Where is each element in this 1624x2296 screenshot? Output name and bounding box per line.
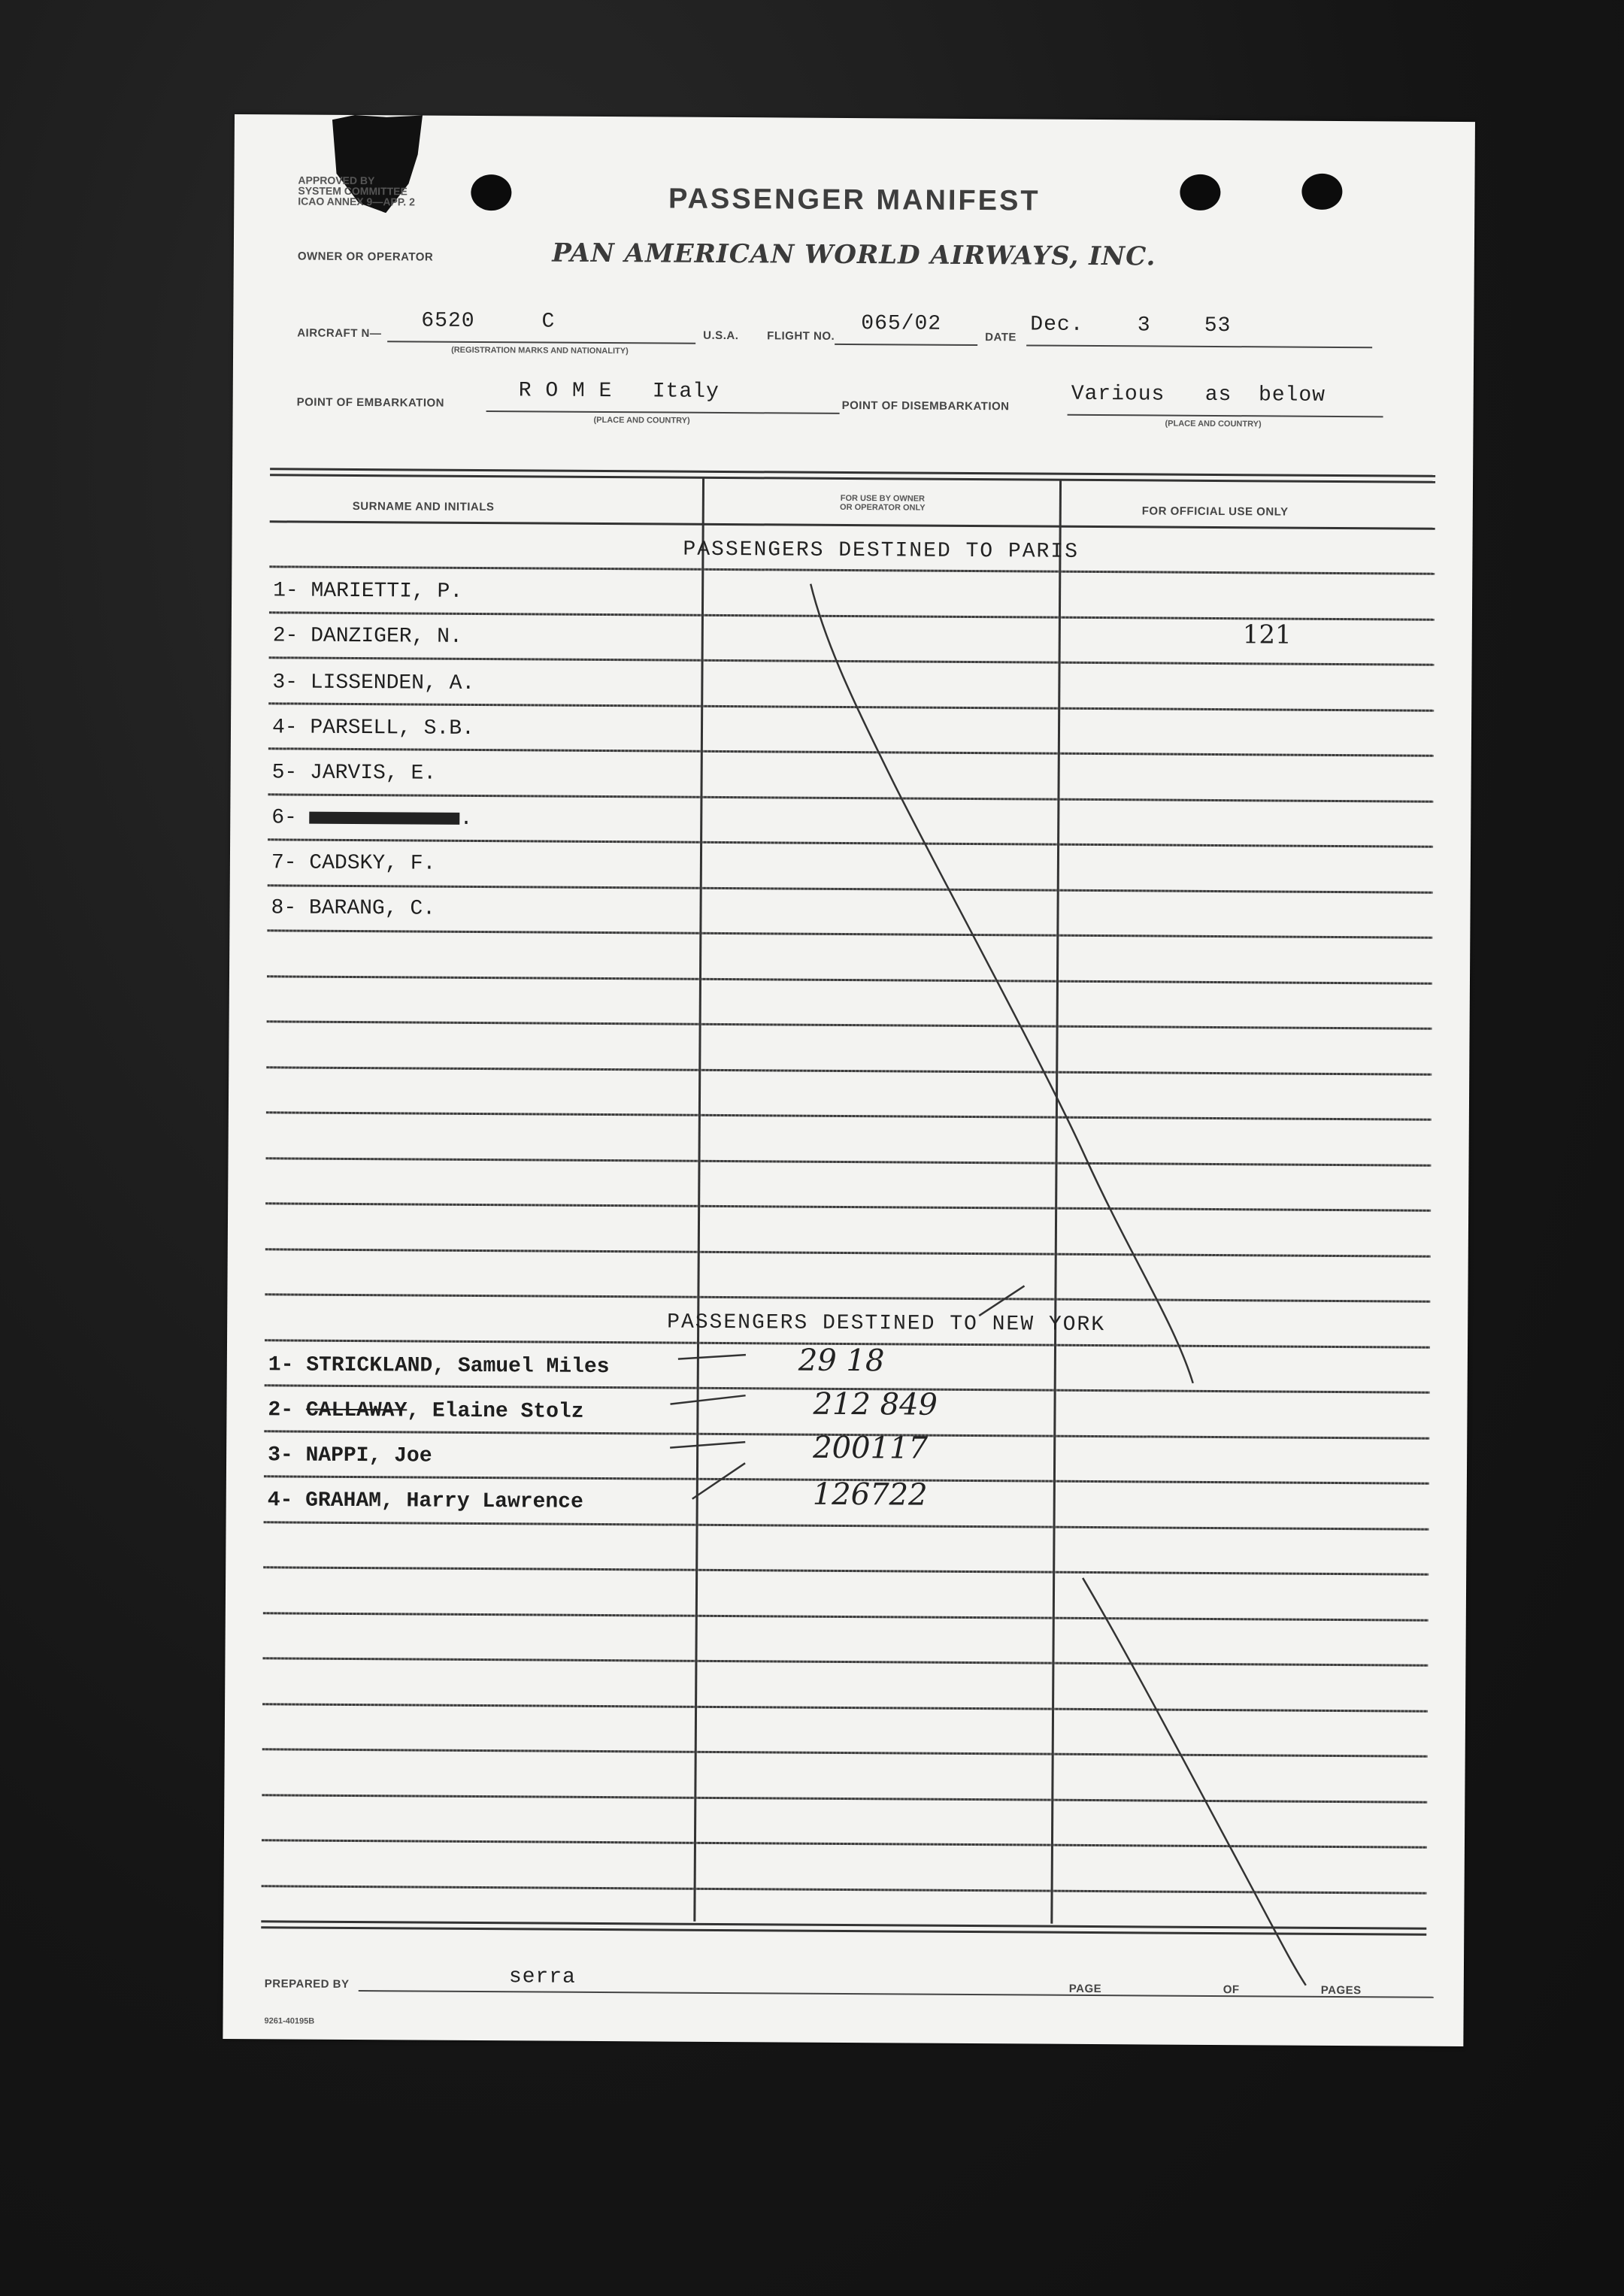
col-owner-header: FOR USE BY OWNER OR OPERATOR ONLY	[840, 493, 926, 513]
owner-note: 200117	[813, 1430, 929, 1466]
flight-label: FLIGHT NO.	[767, 329, 835, 343]
of-label: OF	[1223, 1983, 1240, 1997]
passenger-row: 1- MARIETTI, P.	[273, 579, 463, 604]
passenger-row: 1- STRICKLAND, Samuel Miles	[268, 1353, 610, 1380]
date-label: DATE	[985, 331, 1017, 344]
pages-label: PAGES	[1320, 1983, 1362, 1998]
official-number: 121	[1242, 619, 1292, 650]
form-title: PASSENGER MANIFEST	[668, 183, 1041, 217]
passenger-row: 2- DANZIGER, N.	[272, 624, 462, 649]
disembark-place-note: (PLACE AND COUNTRY)	[1165, 419, 1262, 429]
prepared-label: PREPARED BY	[264, 1977, 350, 1991]
owner-value: PAN AMERICAN WORLD AIRWAYS, INC.	[552, 238, 1156, 272]
section-heading-new-york: PASSENGERS DESTINED TO NEW YORK	[667, 1310, 1106, 1337]
aircraft-value: 6520 C	[421, 309, 556, 334]
passenger-row: 8- BARANG, C.	[271, 896, 436, 921]
registration-note: (REGISTRATION MARKS AND NATIONALITY)	[451, 345, 629, 356]
owner-note: 212 849	[813, 1386, 938, 1422]
passenger-row: 7- CADSKY, F.	[271, 851, 436, 876]
manifest-sheet	[223, 114, 1475, 2046]
embark-place-note: (PLACE AND COUNTRY)	[593, 415, 690, 426]
aircraft-label: AIRCRAFT N—	[297, 326, 382, 341]
embarkation-value: R O M E Italy	[518, 379, 720, 404]
col-surname-header: SURNAME AND INITIALS	[352, 499, 495, 514]
form-code: 9261-40195B	[264, 2016, 315, 2026]
system-note: APPROVED BY SYSTEM COMMITTEE ICAO ANNEX 9—APP. 2	[298, 174, 415, 208]
passenger-row: 4- PARSELL, S.B.	[271, 716, 474, 741]
flight-value: 065/02	[861, 312, 942, 336]
passenger-row: 4- GRAHAM, Harry Lawrence	[267, 1489, 583, 1514]
date-value: Dec. 3 53	[1030, 313, 1232, 338]
pen-strokes	[223, 114, 1475, 2046]
owner-note: 29 18	[798, 1343, 885, 1379]
col-official-header: FOR OFFICIAL USE ONLY	[1141, 504, 1289, 519]
section-heading-paris: PASSENGERS DESTINED TO PARIS	[683, 538, 1080, 564]
passenger-row: 3- NAPPI, Joe	[268, 1443, 432, 1468]
passenger-row: 2- CALLAWAY, Elaine Stolz	[268, 1398, 584, 1424]
disembarkation-value: Various as below	[1071, 382, 1326, 407]
owner-note: 126722	[812, 1477, 928, 1513]
page-label: PAGE	[1068, 1982, 1102, 1996]
prepared-value: serra	[508, 1965, 576, 1989]
passenger-row-redacted: 6- .	[271, 806, 473, 831]
embarkation-label: POINT OF EMBARKATION	[296, 395, 445, 410]
usa-label: U.S.A.	[703, 329, 739, 343]
owner-label: OWNER OR OPERATOR	[297, 250, 434, 264]
passenger-row: 5- JARVIS, E.	[271, 761, 437, 786]
disembarkation-label: POINT OF DISEMBARKATION	[841, 398, 1010, 413]
passenger-row: 3- LISSENDEN, A.	[272, 671, 475, 695]
